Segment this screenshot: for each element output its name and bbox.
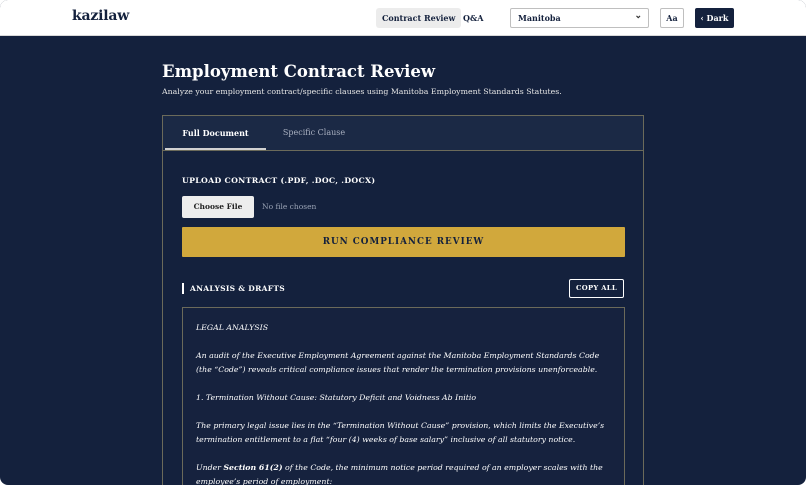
font-size-button[interactable]: Aa: [660, 8, 684, 28]
copy-all-button[interactable]: COPY ALL: [569, 279, 624, 298]
tab-specific-clause[interactable]: Specific Clause: [282, 128, 346, 137]
page-title: Employment Contract Review: [162, 62, 436, 81]
analysis-text: [196, 321, 611, 485]
section-accent-bar: [182, 283, 184, 294]
theme-toggle-button[interactable]: [695, 8, 734, 28]
theme-toggle-label: Dark: [706, 13, 729, 23]
chevron-left-icon: ‹: [700, 13, 704, 23]
nav-qa[interactable]: Q&A: [463, 13, 484, 23]
analysis-label: ANALYSIS & DRAFTS: [190, 284, 285, 293]
choose-file-button[interactable]: Choose File: [182, 196, 254, 218]
upload-label: UPLOAD CONTRACT (.PDF, .DOC, .DOCX): [182, 176, 376, 185]
analysis-section-heading: 1. Termination Without Cause: Statutory Deficit and Voidness Ab Initio: [196, 393, 477, 402]
nav-contract-review[interactable]: Contract Review: [376, 8, 461, 28]
review-card: [162, 115, 644, 485]
logo[interactable]: kazilaw: [72, 8, 130, 24]
analysis-text-run: Under: [196, 463, 224, 472]
analysis-paragraph: The primary legal issue lies in the “Termination Without Cause” provision, which limits the Executive’s termination entitlement to a flat “four (4) weeks of base salary” inclusive of all statutory notice.: [196, 421, 605, 444]
file-status: No file chosen: [262, 202, 317, 211]
province-select-value: Manitoba: [518, 13, 561, 23]
top-navbar: [0, 0, 806, 36]
analysis-heading: LEGAL ANALYSIS: [196, 323, 269, 332]
analysis-text-run: of the Code, the minimum notice period required of an employer scales with the employee’s period of employment:: [196, 463, 603, 485]
chevron-down-icon: ⌄: [634, 11, 642, 21]
run-compliance-review-button[interactable]: RUN COMPLIANCE REVIEW: [182, 227, 625, 257]
analysis-paragraph: An audit of the Executive Employment Agreement against the Manitoba Employment Standards Code (the “Code”) reveals critical compliance issues that render the termination provisions unenforceable.: [196, 351, 600, 374]
statute-reference: Section 61(2): [223, 463, 283, 472]
tab-bar: [163, 116, 643, 151]
tab-full-document[interactable]: Full Document: [165, 116, 266, 150]
analysis-paragraph: [196, 461, 611, 485]
page-subtitle: Analyze your employment contract/specific clauses using Manitoba Employment Standards Statutes.: [162, 87, 562, 96]
analysis-output[interactable]: [182, 307, 625, 485]
province-select[interactable]: [510, 8, 649, 28]
